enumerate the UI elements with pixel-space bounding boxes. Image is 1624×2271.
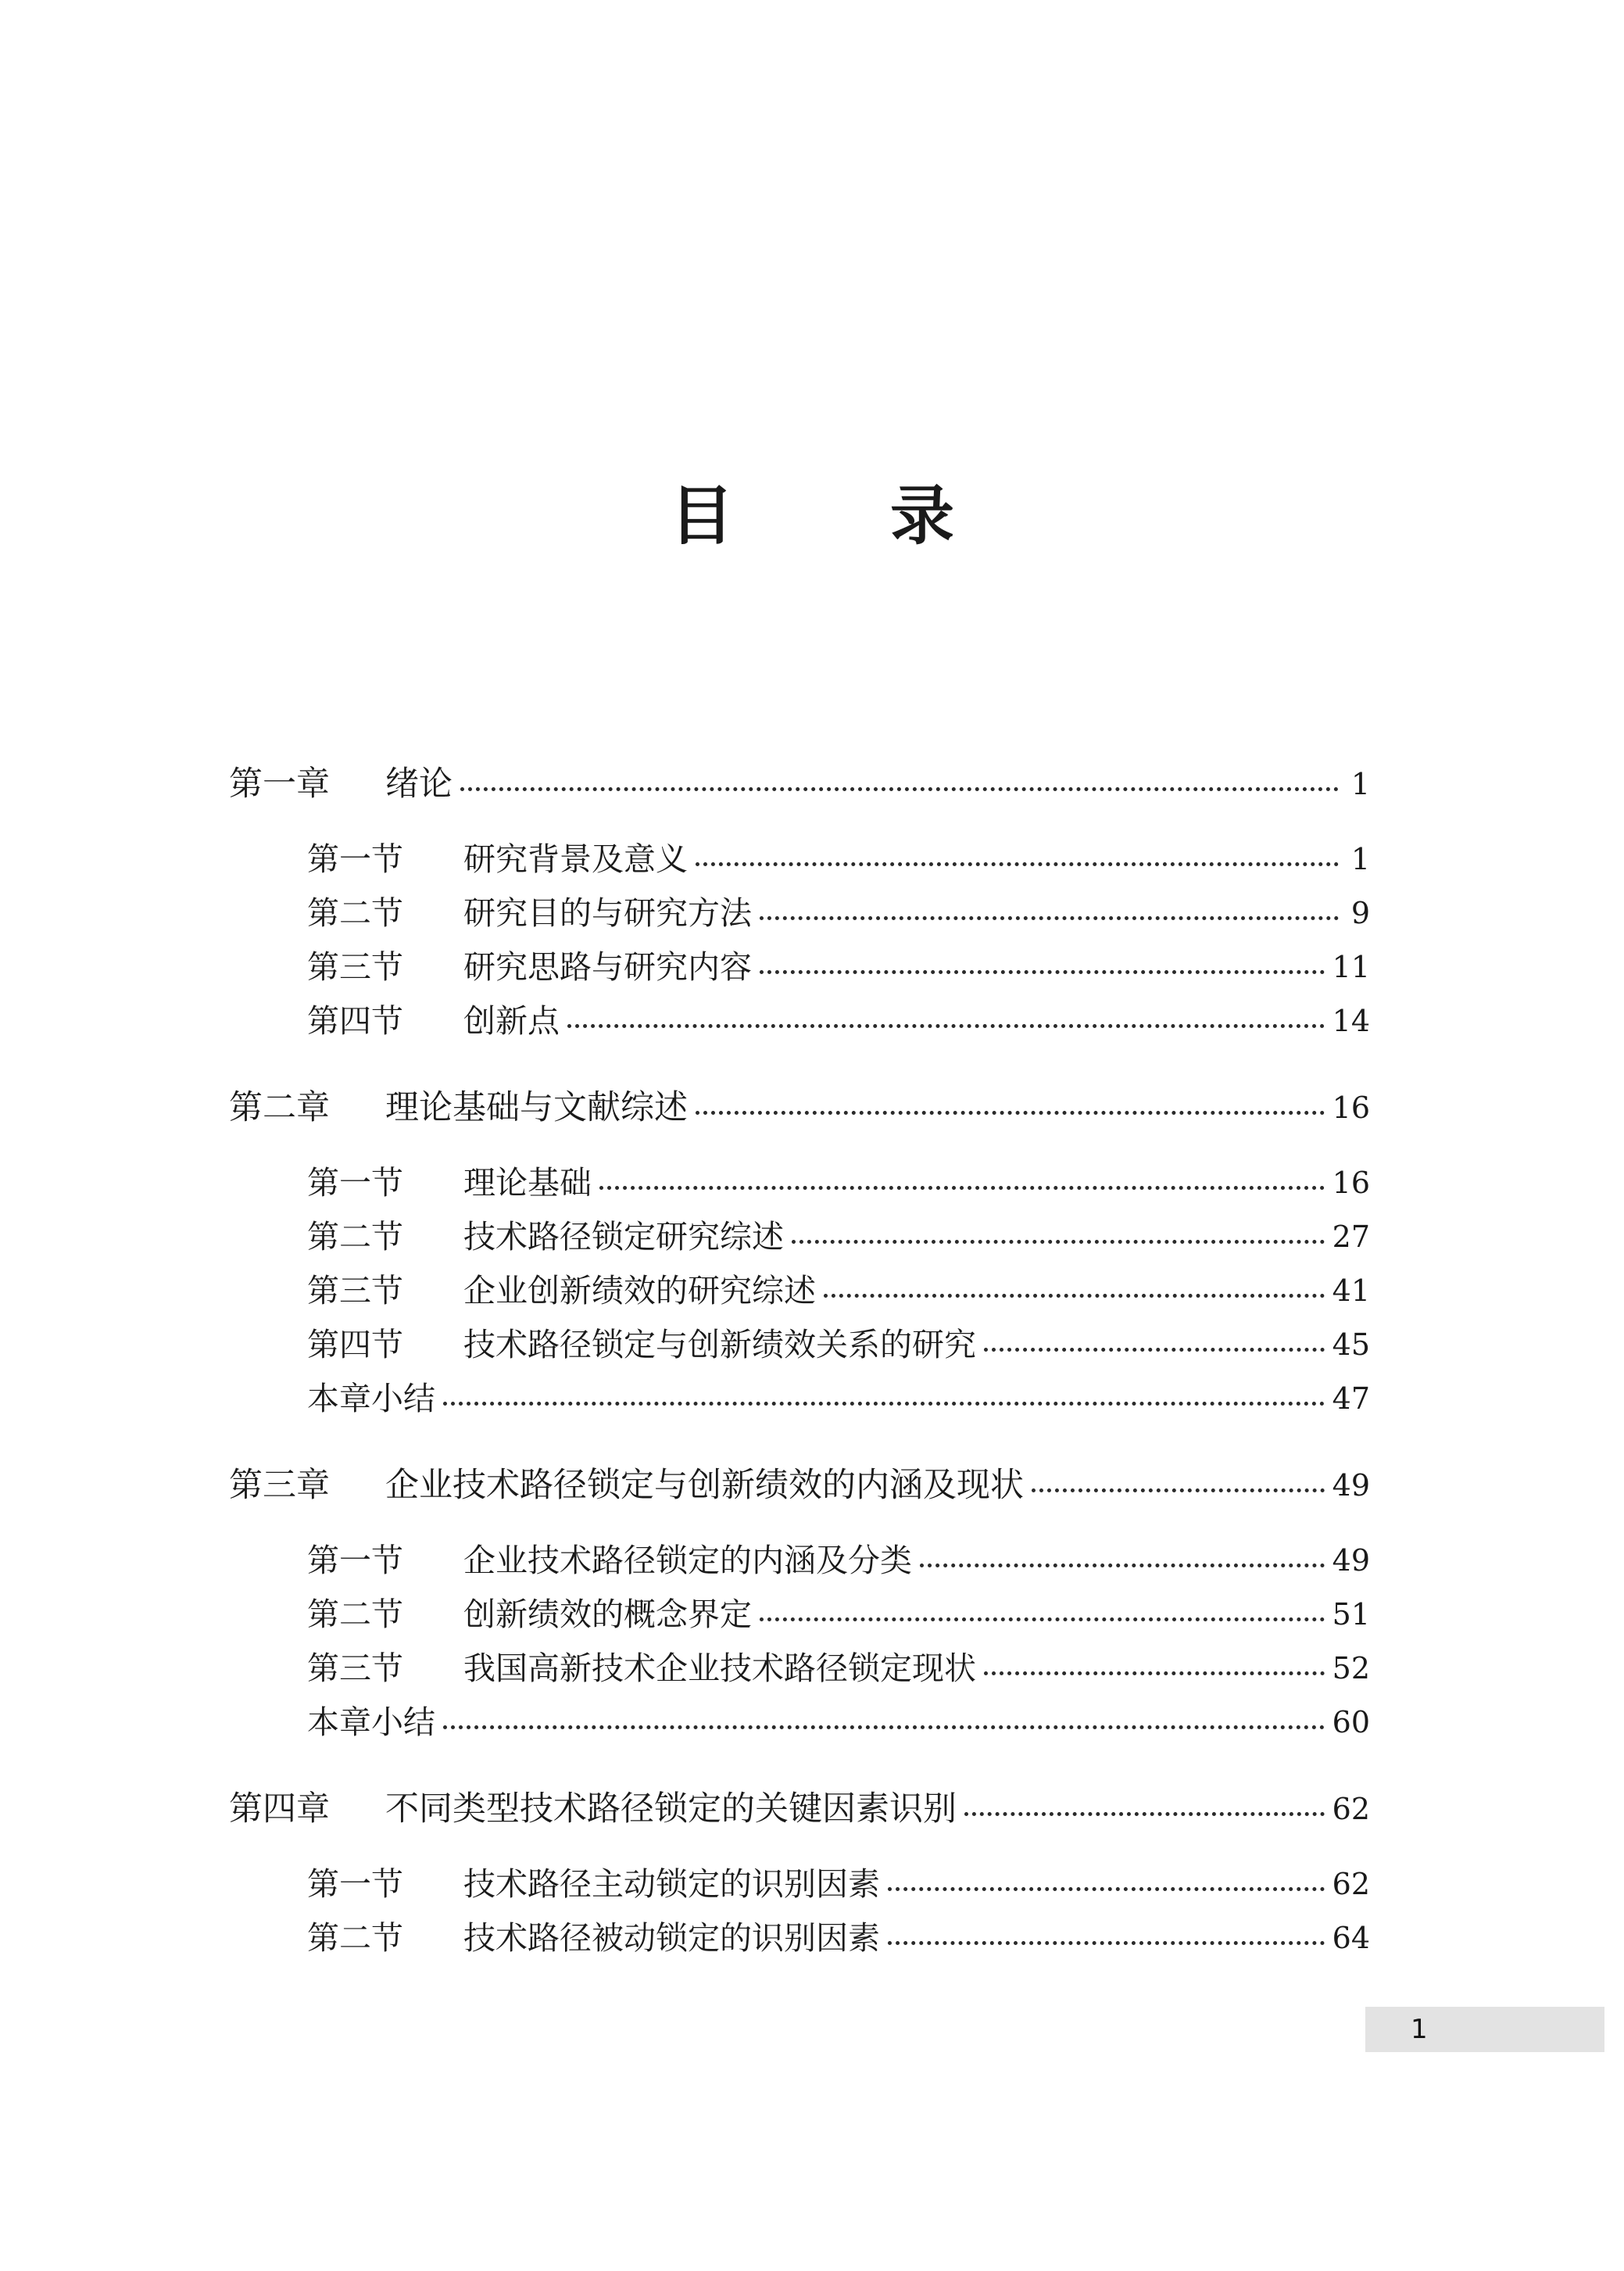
section-page: 1 bbox=[1350, 842, 1370, 876]
dot-leader bbox=[888, 1887, 1325, 1891]
toc-chapter-1[interactable] bbox=[229, 753, 1370, 815]
section-number: 第三节 bbox=[307, 1272, 403, 1309]
section-page: 9 bbox=[1350, 896, 1370, 930]
toc-section[interactable] bbox=[229, 1264, 1370, 1318]
section-number: 第三节 bbox=[307, 1650, 403, 1687]
toc-chapter-3[interactable] bbox=[229, 1454, 1370, 1517]
dot-leader bbox=[760, 916, 1339, 920]
section-number: 第三节 bbox=[307, 948, 403, 986]
toc-section[interactable] bbox=[229, 994, 1370, 1048]
chapter-title: 不同类型技术路径锁定的关键因素识别 bbox=[385, 1789, 957, 1829]
toc-section[interactable] bbox=[229, 1156, 1370, 1210]
toc-section[interactable] bbox=[229, 1210, 1370, 1264]
dot-leader bbox=[760, 970, 1325, 974]
chapter-title: 理论基础与文献综述 bbox=[385, 1088, 688, 1127]
chapter-number: 第三章 bbox=[229, 1466, 330, 1505]
section-page: 41 bbox=[1332, 1273, 1370, 1308]
toc-chapter-4[interactable] bbox=[229, 1778, 1370, 1840]
section-number: 第二节 bbox=[307, 1919, 403, 1957]
dot-leader bbox=[1032, 1488, 1325, 1492]
section-page: 14 bbox=[1332, 1004, 1370, 1038]
dot-leader bbox=[443, 1725, 1325, 1729]
dot-leader bbox=[984, 1348, 1325, 1352]
section-number: 第四节 bbox=[307, 1326, 403, 1363]
section-title: 理论基础 bbox=[463, 1164, 592, 1202]
section-number: 第四节 bbox=[307, 1002, 403, 1040]
section-title: 本章小结 bbox=[307, 1380, 435, 1417]
section-number: 第一节 bbox=[307, 1542, 403, 1579]
table-of-contents bbox=[229, 753, 1370, 1965]
section-number: 第二节 bbox=[307, 1218, 403, 1255]
toc-section[interactable] bbox=[229, 887, 1370, 940]
section-title: 企业技术路径锁定的内涵及分类 bbox=[463, 1542, 912, 1579]
section-title: 创新绩效的概念界定 bbox=[463, 1596, 752, 1633]
toc-section[interactable] bbox=[229, 1588, 1370, 1642]
dot-leader bbox=[964, 1812, 1325, 1816]
section-title: 研究目的与研究方法 bbox=[463, 894, 752, 932]
section-title: 技术路径被动锁定的识别因素 bbox=[463, 1919, 880, 1957]
section-page: 16 bbox=[1332, 1166, 1370, 1200]
section-page: 47 bbox=[1332, 1381, 1370, 1416]
toc-section[interactable] bbox=[229, 1534, 1370, 1588]
chapter-number: 第一章 bbox=[229, 765, 330, 804]
dot-leader bbox=[696, 862, 1339, 866]
dot-leader bbox=[760, 1617, 1325, 1621]
chapter-number: 第四章 bbox=[229, 1789, 330, 1829]
section-number: 第二节 bbox=[307, 1596, 403, 1633]
chapter-number: 第二章 bbox=[229, 1088, 330, 1127]
section-page: 49 bbox=[1332, 1543, 1370, 1578]
section-page: 11 bbox=[1332, 950, 1370, 984]
section-title: 本章小结 bbox=[307, 1703, 435, 1741]
dot-leader bbox=[460, 787, 1339, 791]
section-page: 64 bbox=[1332, 1921, 1370, 1955]
page-title: 目录 bbox=[670, 478, 1111, 553]
dot-leader bbox=[984, 1671, 1325, 1675]
chapter-page: 62 bbox=[1332, 1792, 1370, 1826]
section-page: 51 bbox=[1332, 1597, 1370, 1632]
section-title: 研究背景及意义 bbox=[463, 840, 688, 878]
dot-leader bbox=[888, 1941, 1325, 1945]
section-number: 第二节 bbox=[307, 894, 403, 932]
dot-leader bbox=[443, 1402, 1325, 1406]
section-page: 62 bbox=[1332, 1867, 1370, 1901]
dot-leader bbox=[696, 1111, 1325, 1115]
section-page: 52 bbox=[1332, 1651, 1370, 1685]
dot-leader bbox=[599, 1186, 1325, 1190]
toc-chapter-2[interactable] bbox=[229, 1076, 1370, 1139]
toc-section[interactable] bbox=[229, 940, 1370, 994]
dot-leader bbox=[824, 1294, 1325, 1298]
toc-section[interactable] bbox=[229, 1911, 1370, 1965]
chapter-page: 16 bbox=[1332, 1091, 1370, 1125]
chapter-page: 49 bbox=[1332, 1468, 1370, 1503]
section-number: 第一节 bbox=[307, 1865, 403, 1903]
section-title: 我国高新技术企业技术路径锁定现状 bbox=[463, 1650, 976, 1687]
section-number: 第一节 bbox=[307, 840, 403, 878]
toc-section[interactable] bbox=[229, 1642, 1370, 1696]
toc-section-summary[interactable] bbox=[229, 1696, 1370, 1750]
section-page: 27 bbox=[1332, 1220, 1370, 1254]
chapter-page: 1 bbox=[1350, 767, 1370, 801]
section-title: 创新点 bbox=[463, 1002, 560, 1040]
toc-section[interactable] bbox=[229, 1318, 1370, 1372]
section-title: 企业创新绩效的研究综述 bbox=[463, 1272, 816, 1309]
section-title: 技术路径锁定研究综述 bbox=[463, 1218, 784, 1255]
section-title: 研究思路与研究内容 bbox=[463, 948, 752, 986]
section-page: 60 bbox=[1332, 1705, 1370, 1739]
section-number: 第一节 bbox=[307, 1164, 403, 1202]
footer-page-tab bbox=[1365, 2007, 1604, 2052]
section-page: 45 bbox=[1332, 1327, 1370, 1362]
toc-section-summary[interactable] bbox=[229, 1372, 1370, 1426]
dot-leader bbox=[920, 1564, 1325, 1567]
chapter-title: 企业技术路径锁定与创新绩效的内涵及现状 bbox=[385, 1466, 1024, 1505]
section-title: 技术路径锁定与创新绩效关系的研究 bbox=[463, 1326, 976, 1363]
toc-section[interactable] bbox=[229, 1857, 1370, 1911]
dot-leader bbox=[792, 1240, 1325, 1244]
chapter-title: 绪论 bbox=[385, 765, 453, 804]
dot-leader bbox=[567, 1024, 1325, 1028]
section-title: 技术路径主动锁定的识别因素 bbox=[463, 1865, 880, 1903]
toc-section[interactable] bbox=[229, 833, 1370, 887]
footer-page-number: 1 bbox=[1411, 2014, 1428, 2045]
